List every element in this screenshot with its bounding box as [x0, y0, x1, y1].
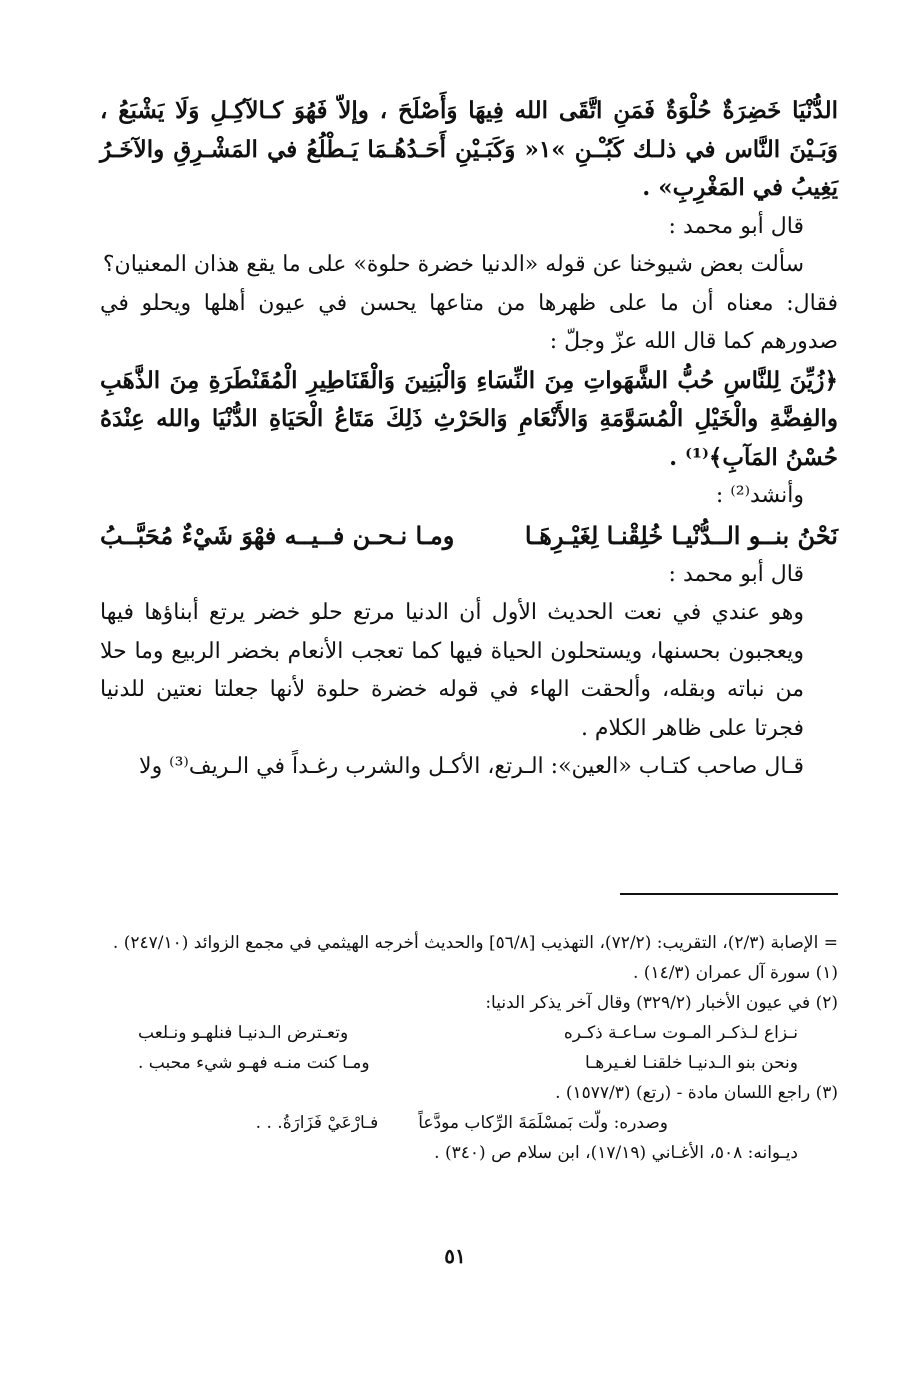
footnote-verse-2a: ونحن بنو الـدنيـا خلقنـا لغـيرهـا — [585, 1053, 798, 1073]
footnote-diwan: ديـوانه: ٥٠٨، الأغـاني (١٧/١٩)، ابن سلام ص (٣٤٠) . — [434, 1143, 798, 1163]
question-paragraph: سألت بعض شيوخنا عن قوله «الدنيا خضرة حلوة» على ما يقع هذان المعنيان؟ — [102, 252, 804, 277]
recitation-line: وأنشد⁽²⁾ : — [715, 483, 804, 508]
footnote-separator — [620, 893, 838, 895]
footnotes — [100, 928, 838, 1168]
poem-verse — [100, 516, 838, 556]
poem-first-hemistich: نَحْنُ بنــو الــدُّنْيـا خُلِقْنـا لِغَيْـرِهَـا — [524, 520, 838, 550]
explanation-paragraph: وهو عندي في نعت الحديث الأول أن الدنيا مرتع حلو خضر يرتع أبناؤها فيها ويعجبون بحسنها، ويستحلون الحياة فيها كما تعجب الأنعام بخضر الربيع وما حلا من نباته وبقله، وألحقت الهاء في قوله خضرة حلوة لأنها جعلتا نعتين للدنيا فجرتا على ظاهر الكلام . — [100, 600, 804, 741]
footnote-1: (١) سورة آل عمران (١٤/٣) . — [632, 963, 838, 983]
speaker-line: قال أبو محمد : — [668, 213, 804, 239]
speaker-line-2: قال أبو محمد : — [668, 561, 804, 587]
footnote-3: (٣) راجع اللسان مادة - (رتع) (١٥٧٧/٣) . — [555, 1083, 838, 1103]
main-text — [100, 92, 838, 787]
footnote-verse-2 — [138, 1048, 838, 1078]
footnote-verse-3a: وصدره: ولّت بَمسْلَمَةَ الرِّكاب مودَّعاً — [418, 1113, 668, 1133]
footnote-continued: = الإصابة (٢/٣)، التقريب: (٧٢/٢)، التهذيب [٥٦/٨] والحديث أخرجه الهيثمي في مجمع الزوائد (٢٤٧/١٠) . — [112, 933, 838, 953]
footnote-verse-3 — [100, 1108, 838, 1138]
footnote-verse-1 — [138, 1018, 838, 1048]
footnote-verse-1b: وتعـترض الـدنيـا فنلهـو ونـلعب — [138, 1023, 349, 1043]
quran-verse: ﴿زُيِّنَ لِلنَّاسِ حُبُّ الشَّهَواتِ مِنَ النِّسَاءِ وَالْبَنِينَ وَالْقَنَاطِيرِ الْمُقَنْطَرَةِ مِنَ الذَّهَبِ والفِضَّةِ والْخَيْلِ الْمُسَوَّمَةِ وَالأَنْعَامِ وَالحَرْثِ ذَلِكَ مَتَاعُ الْحَيَاةِ الدُّنْيَا والله عِنْدَهُ حُسْنُ المَآبِ﴾⁽¹⁾ . — [100, 366, 838, 471]
poem-second-hemistich: ومـا نـحـن فــيــه فهْوَ شَيْءٌ مُحَبَّــبُ — [100, 520, 455, 550]
hadith-text: الدُّنْيَا خَضِرَةٌ حُلْوَةٌ فَمَنِ اتَّقَى الله فِيهَا وَأَصْلَحَ ، وإلاّ فَهُوَ كـالآكِـلِ وَلَا يَشْبَعُ ، وَبَـيْنَ النَّاس في ذلـك كَبُـْـنِ »١« وَكَبَـيْنِ أَحَـدُهُـمَا يَـطْلُعُ في المَشْـرِقِ والآخَـرُ يَغِيبُ في المَغْرِبِ» . — [100, 97, 838, 201]
footnote-verse-2b: ومـا كنت منـه فهـو شيء محبب . — [138, 1053, 370, 1073]
footnote-verse-1a: نـزاع لـذكـر المـوت سـاعـة ذكـره — [563, 1023, 798, 1043]
definition-paragraph: قـال صاحب كتـاب «العين»: الـرتع، الأكـل والشرب رغـداً في الـريف⁽³⁾ ولا — [139, 754, 804, 779]
answer-paragraph: فقال: معناه أن ما على ظهرها من متاعها يحسن في عيون أهلها ويحلو في صدورهم كما قال الله عزّ وجلّ : — [100, 290, 838, 354]
footnote-verse-3b: فـارْعَيْ فَزَارَةُ. . . — [255, 1113, 379, 1133]
page-number: ٥١ — [444, 1244, 466, 1268]
footnote-2: (٢) في عيون الأخبار (٣٢٩/٢) وقال آخر يذكر الدنيا: — [485, 993, 838, 1013]
